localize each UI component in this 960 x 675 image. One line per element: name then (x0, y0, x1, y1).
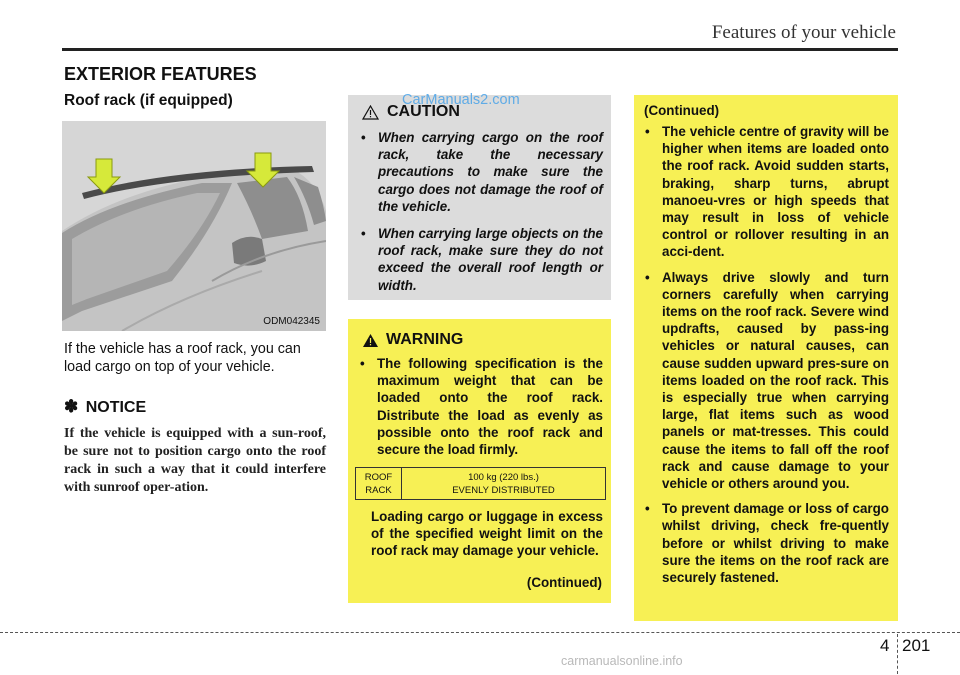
warning-continued-label: (Continued) (526, 575, 602, 590)
right-warning-item: • Always drive slowly and turn corners carefully when carrying items on the roof rack. Severe wind updrafts, caused by pass-ing vehicles or natural causes, can cause sudden upward pres-sure on items loaded on the roof rack. This is especially true when carrying large, flat items such as wood panels or mat-tresses. This could cause the items to fall off the roof rack and cause damage to your vehicle or others around you. (642, 269, 889, 493)
right-warning-item: • The vehicle centre of gravity will be higher when items are loaded onto the roof rack. Avoid sudden starts, braking, sharp turns, abrupt manoeu-vres or high speeds that may result in loss of vehicle control or rollover resulting in an acci-dent. (642, 123, 889, 261)
roof-rack-figure (62, 121, 326, 331)
header-rule (62, 48, 898, 51)
page-number: 201 (902, 636, 931, 655)
header-title: Features of your vehicle (711, 22, 896, 43)
subsection-title: Roof rack (if equipped) (64, 92, 233, 109)
spec-value-line-1: 100 kg (220 lbs.) (468, 471, 539, 483)
body-paragraph: If the vehicle has a roof rack, you can load cargo on top of your vehicle. (64, 341, 301, 375)
right-warning-item: • To prevent damage or loss of cargo whilst driving, check fre-quently before or whilst driving to make sure the items on the roof rack are securely fastened. (642, 500, 889, 586)
notice-text: If the vehicle is equipped with a sun-roof, be sure not to position cargo onto the roof rack in such a way that it could interfere with sunroof oper-ation. (64, 426, 326, 495)
spec-label-line-2: RACK (365, 484, 392, 496)
caution-list (358, 129, 603, 304)
notice-star-icon: ✽ (64, 397, 79, 416)
warning-after-table-text: Loading cargo or luggage in excess of the specified weight limit on the roof rack may damage your vehicle. (371, 509, 603, 559)
footer-rule (0, 632, 960, 633)
spec-table-label-cell (356, 468, 402, 499)
warning-heading (362, 331, 463, 349)
notice-heading (64, 397, 146, 417)
warning-triangle-icon (362, 333, 379, 348)
caution-box (348, 95, 611, 300)
continued-warning-box (634, 95, 898, 621)
footer-divider (897, 634, 898, 674)
figure-code: ODM042345 (263, 316, 320, 327)
warning-item: • The following specification is the maximum weight that can be loaded onto the roof rack. Distribute the load as evenly as possible onto the roof rack and secure the load firmly. (357, 355, 603, 458)
watermark-link[interactable]: CarManuals2.com (402, 92, 520, 108)
section-title: EXTERIOR FEATURES (64, 64, 257, 84)
notice-title: NOTICE (85, 399, 147, 416)
right-continued-label: (Continued) (644, 103, 720, 118)
warning-list (357, 355, 603, 458)
spec-value-line-2: EVENLY DISTRIBUTED (452, 484, 555, 496)
caution-item: • When carrying cargo on the roof rack, take the necessary precautions to make sure the cargo does not damage the roof of the vehicle. (358, 129, 603, 215)
footer-source-watermark: carmanualsonline.info (561, 654, 683, 668)
caution-item: • When carrying large objects on the roof rack, make sure they do not exceed the overall roof length or width. (358, 225, 603, 294)
warning-title: WARNING (386, 331, 464, 348)
spec-label-line-1: ROOF (364, 471, 393, 483)
chapter-number: 4 (880, 636, 890, 655)
right-warning-list (642, 123, 889, 594)
caution-title: CAUTION (387, 103, 460, 120)
caution-triangle-icon (362, 105, 379, 120)
spec-table-value-cell (402, 468, 605, 499)
spec-table (355, 467, 606, 500)
warning-box (348, 319, 611, 603)
car-roof-illustration (62, 121, 326, 331)
